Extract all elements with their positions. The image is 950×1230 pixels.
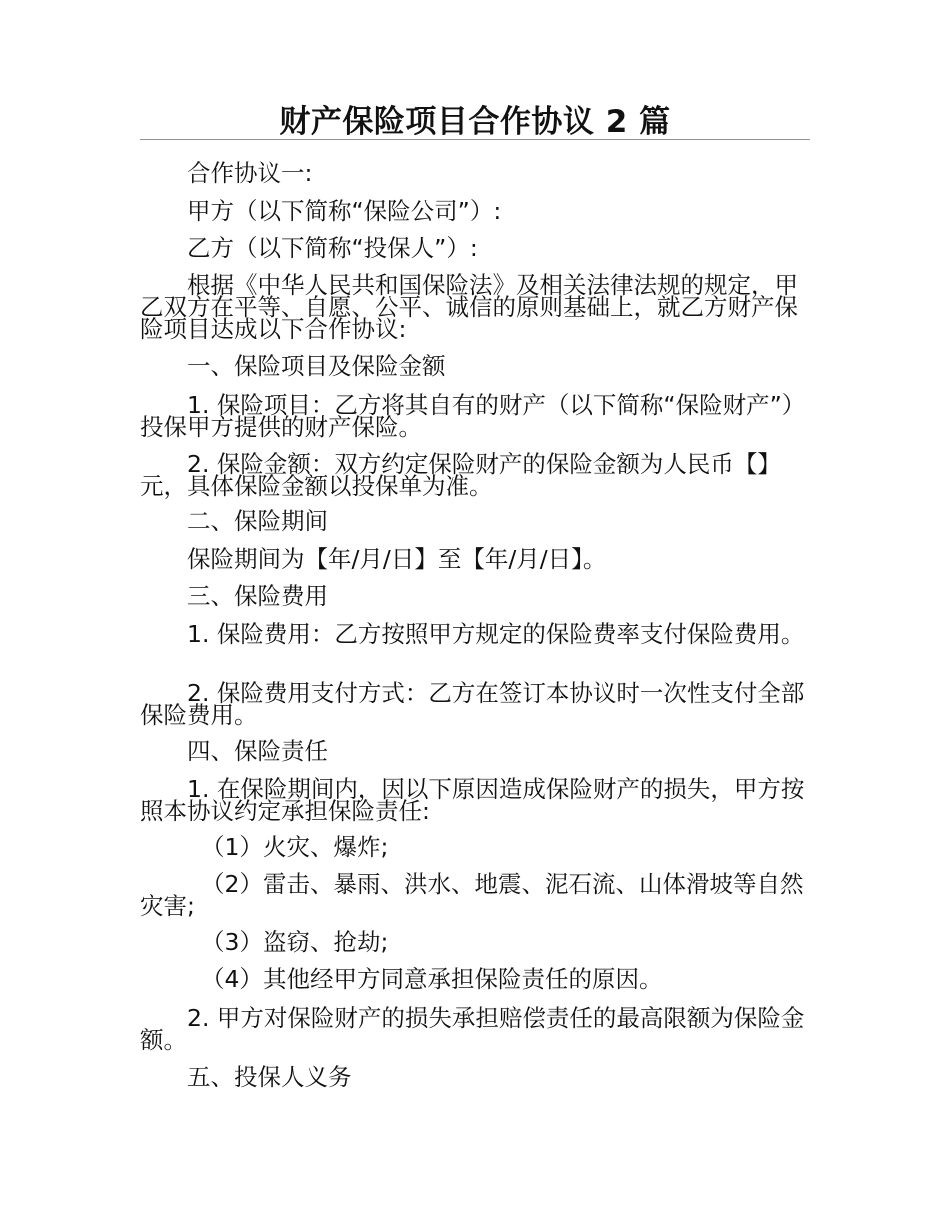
- section-heading: 三、保险费用: [187, 582, 328, 610]
- paragraph: 根据《中华人民共和国保险法》及相关法律法规的规定，甲乙双方在平等、自愿、公平、诚信的原则基础上，就乙方财产保险项目达成以下合作协议:: [140, 271, 798, 343]
- paragraph: 2. 甲方对保险财产的损失承担赔偿责任的最高限额为保险金额。: [140, 1004, 805, 1054]
- paragraph: 1. 在保险期间内，因以下原因造成保险财产的损失，甲方按照本协议约定承担保险责任:: [140, 775, 805, 825]
- paragraph: 保险期间为【年/月/日】至【年/月/日】。: [187, 545, 607, 573]
- paragraph: 合作协议一:: [187, 159, 313, 187]
- section-heading: 五、投保人义务: [187, 1063, 352, 1091]
- list-item: （4）其他经甲方同意承担保险责任的原因。: [201, 965, 663, 993]
- paragraph: 1. 保险费用：乙方按照甲方规定的保险费率支付保险费用。: [187, 620, 805, 648]
- title-underline: [140, 139, 810, 140]
- paragraph: 1. 保险项目：乙方将其自有的财产（以下简称“保险财产”）投保甲方提供的财产保险。: [140, 391, 806, 441]
- document-title: 财产保险项目合作协议 2 篇: [279, 104, 671, 140]
- section-heading: 二、保险期间: [187, 507, 328, 535]
- paragraph: 2. 保险金额：双方约定保险财产的保险金额为人民币【】元，具体保险金额以投保单为准。: [140, 450, 781, 500]
- list-item: （3）盗窃、抢劫;: [201, 928, 389, 956]
- paragraph: 乙方（以下简称“投保人”）:: [187, 234, 478, 262]
- section-heading: 一、保险项目及保险金额: [187, 352, 446, 380]
- paragraph: 2. 保险费用支付方式：乙方在签订本协议时一次性支付全部保险费用。: [140, 679, 805, 729]
- section-heading: 四、保险责任: [187, 737, 328, 765]
- list-item: （1）火灾、爆炸;: [201, 833, 389, 861]
- list-item: （2）雷击、暴雨、洪水、地震、泥石流、山体滑坡等自然灾害;: [140, 870, 804, 920]
- paragraph: 甲方（以下简称“保险公司”）:: [187, 197, 502, 225]
